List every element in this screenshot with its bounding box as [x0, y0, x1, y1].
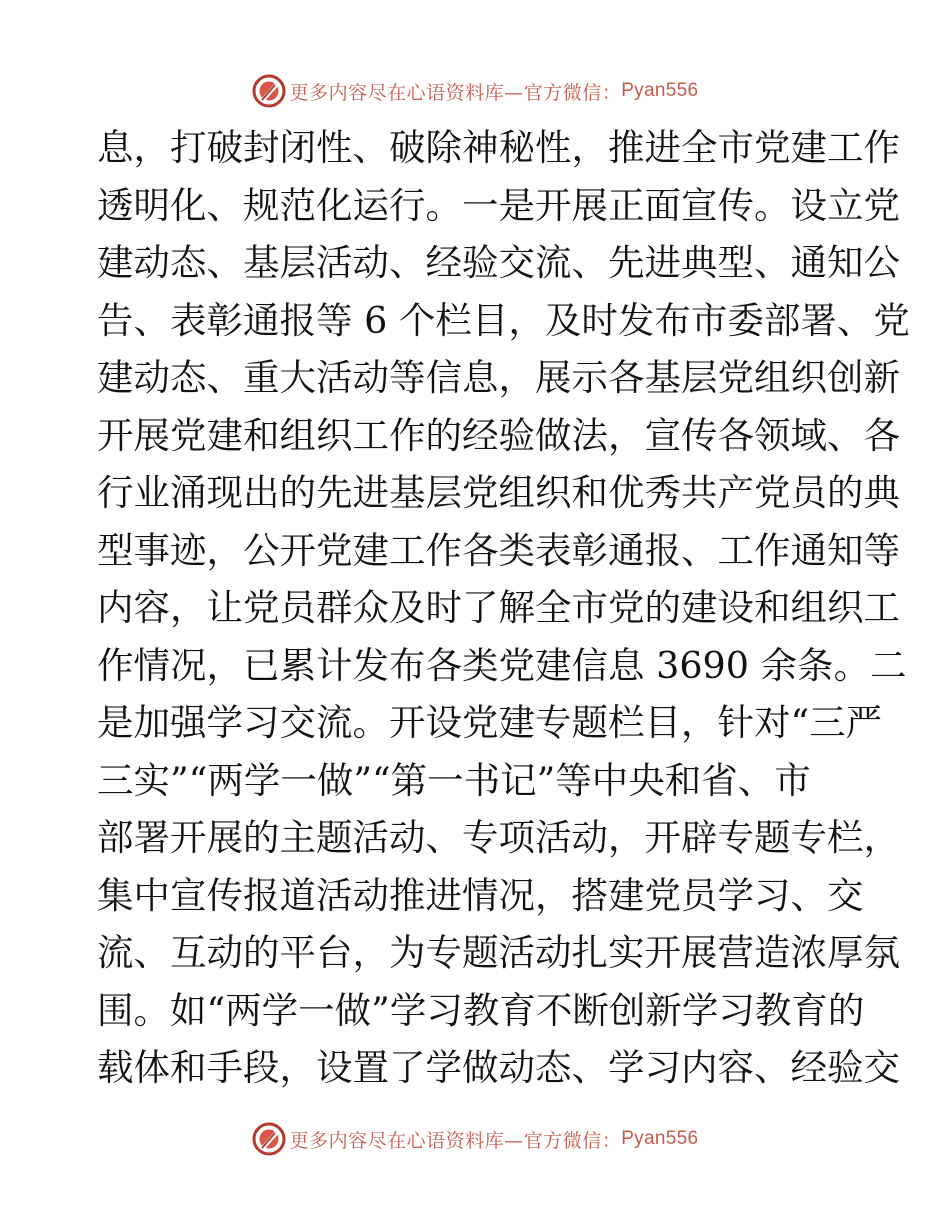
watermark-label: 官方微信：: [523, 81, 622, 104]
text-line: 开展党建和组织工作的经验做法，宣传各领域、各: [97, 413, 900, 457]
text-line: 三实”“两学一做”“第一书记”等中央和省、市: [97, 758, 811, 802]
text-line: 建动态、基层活动、经验交流、先进典型、通知公: [97, 241, 900, 284]
text-line: 部署开展的主题活动、专项活动，开辟专题专栏，: [97, 816, 900, 859]
text-line: 息，打破封闭性、破除神秘性，推进全市党建工作: [97, 126, 900, 169]
text-line: 型事迹，公开党建工作各类表彰通报、工作通知等: [97, 528, 900, 572]
text-line: 集中宣传报道活动推进情况，搭建党员学习、交: [97, 873, 864, 917]
document-body: [97, 122, 910, 1100]
header-watermark: [0, 71, 950, 111]
watermark-text: 更多内容尽在心语资料库—: [289, 1129, 524, 1152]
text-line: 告、表彰通报等 6 个栏目，及时发布市委部署、党: [97, 298, 910, 342]
text-line: 流、互动的平台，为专题活动扎实开展营造浓厚氛: [97, 931, 900, 974]
watermark-label: 官方微信：: [523, 1129, 622, 1152]
text-line: 建动态、重大活动等信息，展示各基层党组织创新: [97, 356, 900, 399]
watermark-wechat-id: Pyan556: [621, 80, 699, 101]
text-line: 作情况，已累计发布各类党建信息 3690 余条。二: [97, 643, 907, 687]
text-line: 内容，让党员群众及时了解全市党的建设和组织工: [97, 586, 900, 629]
watermark-wechat-id: Pyan556: [621, 1128, 699, 1149]
footer-watermark: [0, 1119, 950, 1159]
watermark-text: 更多内容尽在心语资料库—: [289, 81, 524, 104]
pen-logo-icon: [252, 1122, 286, 1156]
text-line: 是加强学习交流。开设党建专题栏目，针对“三严: [97, 701, 883, 744]
text-line: 透明化、规范化运行。一是开展正面宣传。设立党: [97, 183, 900, 227]
pen-logo-icon: [252, 74, 286, 108]
text-line: 围。如“两学一做”学习教育不断创新学习教育的: [97, 988, 865, 1032]
text-line: 载体和手段，设置了学做动态、学习内容、经验交: [97, 1046, 900, 1089]
text-line: 行业涌现出的先进基层党组织和优秀共产党员的典: [97, 471, 900, 514]
